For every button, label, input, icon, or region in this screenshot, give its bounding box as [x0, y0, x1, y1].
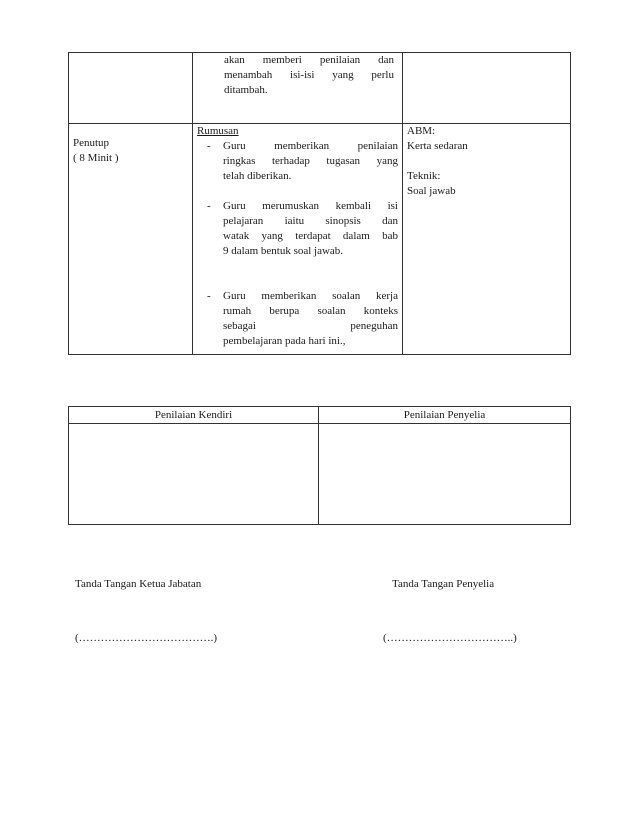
bullet-line: watak yang terdapat dalam bab: [223, 230, 398, 242]
bullet-line: sebagai peneguhan: [223, 320, 398, 332]
resources-cell-empty: [403, 53, 571, 124]
supervisor-signature-line: (……………………………..): [383, 632, 517, 644]
bullet-line: ringkas terhadap tugasan yang: [223, 155, 398, 167]
self-assessment-box[interactable]: [69, 424, 319, 525]
stage-cell: [69, 124, 193, 355]
bullet-line: pelajaran iaitu sinopsis dan: [223, 215, 398, 227]
supervisor-assessment-header: Penilaian Penyelia: [319, 407, 571, 424]
continued-activity-text: [193, 53, 402, 98]
penutup-row: [69, 124, 571, 355]
activity-heading: Rumusan: [197, 125, 239, 137]
abm-label: ABM:: [407, 125, 436, 137]
bullet-dash: -: [207, 140, 211, 152]
bullet-line: Guru memberikan penilaian: [223, 140, 398, 152]
continued-line: menambah isi-isi yang perlu: [224, 69, 394, 81]
bullet-line: telah diberikan.: [223, 170, 292, 182]
activity-bullet: [193, 139, 402, 184]
continued-line: akan memberi penilaian dan: [224, 54, 394, 66]
abm-value: Kerta sedaran: [407, 140, 468, 152]
teknik-value: Soal jawab: [407, 185, 456, 197]
lesson-plan-table: [68, 52, 571, 355]
activity-bullet: [193, 289, 402, 349]
bullet-line: Guru memberikan soalan kerja: [223, 290, 398, 302]
continued-line: ditambah.: [224, 84, 268, 96]
bullet-line: Guru merumuskan kembali isi: [223, 200, 398, 212]
activity-cell-continued: [193, 53, 403, 124]
head-of-department-signature-line: (……………………………….): [75, 632, 218, 644]
bullet-dash: -: [207, 200, 211, 212]
assessment-body-row: [69, 424, 571, 525]
bullet-line: rumah berupa soalan konteks: [223, 305, 398, 317]
bullet-dash: -: [207, 290, 211, 302]
teknik-label: Teknik:: [407, 170, 441, 182]
bullet-line: pembelajaran pada hari ini.,: [223, 335, 346, 347]
supervisor-signature-label: Tanda Tangan Penyelia: [392, 578, 495, 590]
bullet-line: 9 dalam bentuk soal jawab.: [223, 245, 344, 257]
stage-title: Penutup: [73, 137, 110, 149]
assessment-header-row: [69, 407, 571, 424]
head-of-department-signature-label: Tanda Tangan Ketua Jabatan: [75, 578, 202, 590]
resources-cell: [403, 124, 571, 355]
continuation-row: [69, 53, 571, 124]
stage-cell-empty: [69, 53, 193, 124]
assessment-table: [68, 406, 571, 525]
activity-bullet: [193, 199, 402, 259]
stage-time: ( 8 Minit ): [73, 152, 119, 164]
activity-cell: [193, 124, 403, 355]
self-assessment-header: Penilaian Kendiri: [69, 407, 319, 424]
supervisor-assessment-box[interactable]: [319, 424, 571, 525]
